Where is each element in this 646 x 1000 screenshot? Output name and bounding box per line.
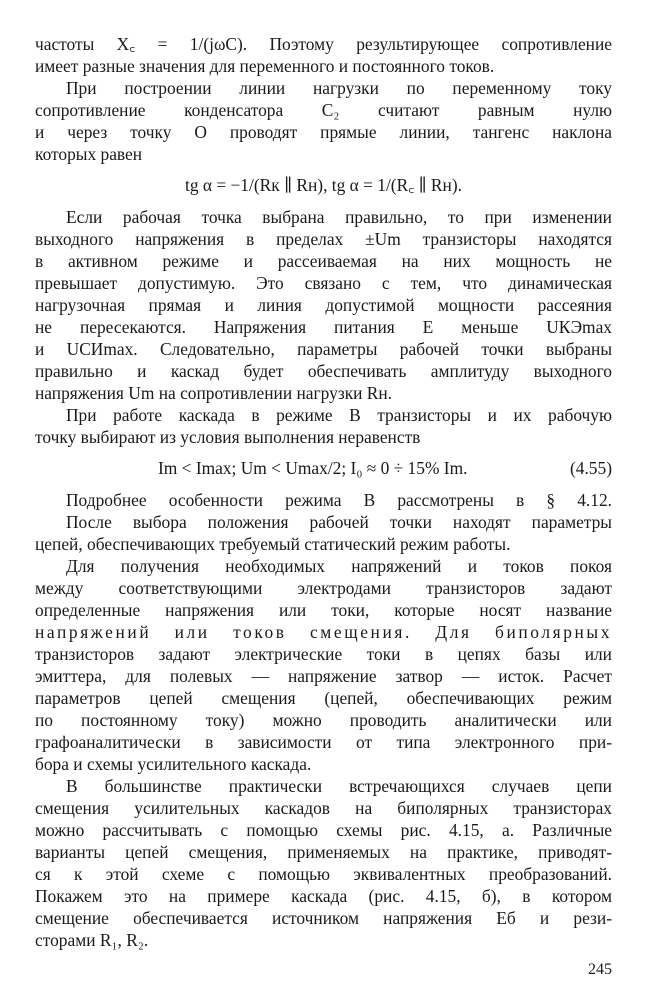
text-line: сопротивление конденсатора C₂ считают равным нулю [35, 100, 612, 120]
text-line: определенные напряжения или токи, которые носят название [35, 600, 612, 620]
text-line: графоаналитически в зависимости от типа электронного при- [35, 732, 612, 752]
text-line: и через точку O проводят прямые линии, тангенс наклона [35, 122, 612, 142]
text-line: смещение обеспечивается источником напряжения Eб и рези- [35, 908, 612, 928]
formula: Im < Imax; Um < Umax/2; I₀ ≈ 0 ÷ 15% Im. [158, 458, 468, 478]
text-line: смещения усилительных каскадов на биполярных транзисторах [35, 798, 612, 818]
text-line: нагрузочная прямая и линия допустимой мощности рассеяния [35, 295, 612, 315]
text-line: между соответствующими электродами транзисторов задают [35, 578, 612, 598]
equation-number: (4.55) [569, 458, 612, 478]
text-line: Подробнее особенности режима B рассмотрены в § 4.12. [66, 490, 612, 510]
text-line: цепей, обеспечивающих требуемый статический режим работы. [35, 534, 511, 554]
text-line: варианты цепей смещения, применяемых на практике, приводят- [35, 842, 612, 862]
text-line: Для получения необходимых напряжений и токов покоя [66, 556, 612, 576]
text-line: и UСИmax. Следовательно, параметры рабочей точки выбраны [35, 339, 612, 359]
formula: tg α = −1/(Rк ∥ Rн), tg α = 1/(R꜀ ∥ Rн). [185, 175, 462, 195]
text-line: по постоянному току) можно проводить аналитически или [35, 710, 612, 730]
text-line: После выбора положения рабочей точки находят параметры [66, 512, 612, 532]
text-line: параметров цепей смещения (цепей, обеспечивающих режим [35, 688, 612, 708]
text-line: точку выбирают из условия выполнения неравенств [35, 427, 421, 447]
text-line: сторами R₁, R₂. [35, 930, 149, 950]
text-line: превышает допустимую. Это связано с тем, что динамическая [35, 273, 612, 293]
text-line: При работе каскада в режиме B транзисторы и их рабочую [66, 405, 612, 425]
text-line: не пересекаются. Напряжения питания E меньше UКЭmax [35, 317, 612, 337]
page-number: 245 [588, 961, 612, 978]
text-line: ся к этой схеме с помощью эквивалентных преобразований. [35, 864, 612, 884]
text-line: напряжений или токов смещения. Для биполярных [35, 622, 612, 642]
text-line: бора и схемы усилительного каскада. [35, 754, 312, 774]
text-line: можно рассчитывать с помощью схемы рис. 4.15, а. Различные [35, 820, 612, 840]
text-line: в активном режиме и рассеиваемая на них мощность не [35, 251, 612, 271]
text-line: Покажем это на примере каскада (рис. 4.15, б), в котором [35, 886, 612, 906]
text-line: эмиттера, для полевых — напряжение затвор — исток. Расчет [35, 666, 612, 686]
text-line: напряжения Um на сопротивлении нагрузки Rн. [35, 383, 393, 403]
text-line: При построении линии нагрузки по переменному току [66, 78, 612, 98]
text-line: выходного напряжения в пределах ±Um транзисторы находятся [35, 229, 612, 249]
text-line: частоты X꜀ = 1/(jωC). Поэтому результирующее сопротивление [35, 34, 612, 54]
text-line: правильно и каскад будет обеспечивать амплитуду выходного [35, 361, 612, 381]
text-line: которых равен [35, 144, 143, 164]
text-line: Если рабочая точка выбрана правильно, то при изменении [66, 207, 612, 227]
text-line: транзисторов задают электрические токи в цепях базы или [35, 644, 612, 664]
text-line: В большинстве практически встречающихся случаев цепи [66, 776, 612, 796]
text-line: имеет разные значения для переменного и постоянного токов. [35, 56, 495, 76]
